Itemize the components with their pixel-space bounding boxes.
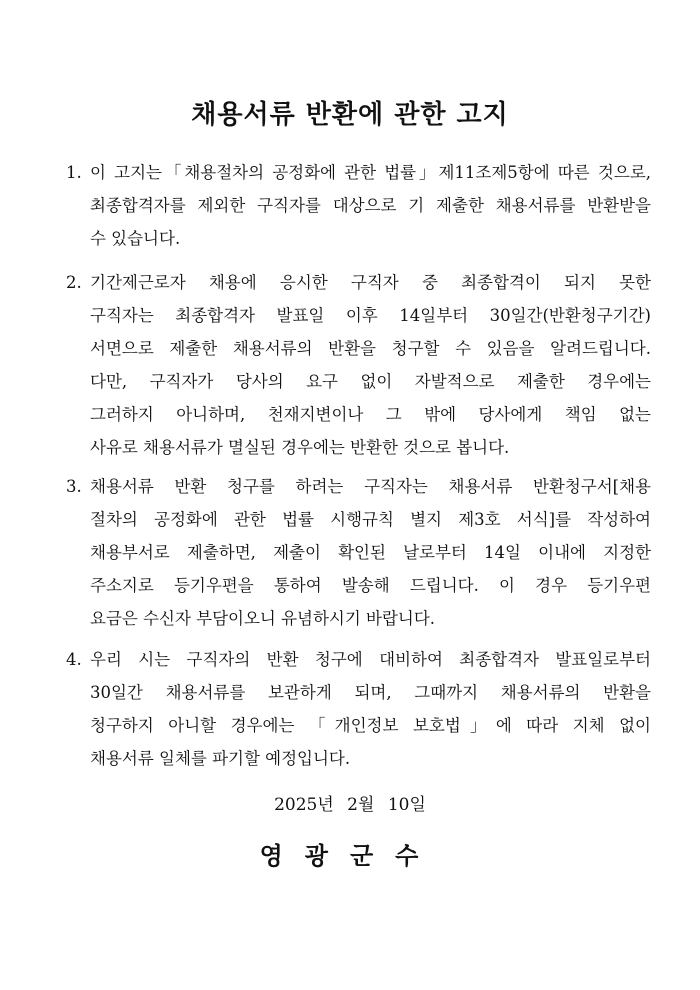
- item-number: 4.: [66, 650, 82, 669]
- item-text-line: 청구하지 아니할 경우에는 「개인정보 보호법」에 따라 지체 없이: [90, 716, 651, 735]
- item-text-line: 구직자는 최종합격자 발표일 이후 14일부터 30일간(반환청구기간): [90, 306, 651, 325]
- item-text-line: 채용서류 반환 청구를 하려는 구직자는 채용서류 반환청구서[채용: [90, 477, 651, 496]
- item-text-line: 이 고지는「채용절차의 공정화에 관한 법률」제11조제5항에 따른 것으로,: [90, 163, 651, 182]
- item-text-line: 30일간 채용서류를 보관하게 되며, 그때까지 채용서류의 반환을: [90, 683, 651, 702]
- item-text-line: 수 있습니다.: [90, 229, 181, 248]
- item-number: 1.: [66, 163, 82, 182]
- notice-item: [66, 156, 651, 255]
- item-text-line: 우리 시는 구직자의 반환 청구에 대비하여 최종합격자 발표일로부터: [90, 650, 651, 669]
- document-title: 채용서류 반환에 관한 고지: [191, 100, 509, 130]
- notice-item: [66, 266, 651, 464]
- item-text-line: 다만, 구직자가 당사의 요구 없이 자발적으로 제출한 경우에는: [90, 372, 651, 391]
- item-text-line: 요금은 수신자 부담이오니 유념하시기 바랍니다.: [90, 609, 436, 628]
- issuer-signature: 영광군수: [259, 842, 441, 870]
- item-text-line: 사유로 채용서류가 멸실된 경우에는 반환한 것으로 봅니다.: [90, 438, 510, 457]
- item-text-line: 주소지로 등기우편을 통하여 발송해 드립니다. 이 경우 등기우편: [90, 576, 651, 595]
- item-text-line: 채용부서로 제출하면, 제출이 확인된 날로부터 14일 이내에 지정한: [90, 543, 651, 562]
- item-text-line: 기간제근로자 채용에 응시한 구직자 중 최종합격이 되지 못한: [90, 273, 651, 292]
- item-text-line: 채용서류 일체를 파기할 예정입니다.: [90, 749, 351, 768]
- notice-item: [66, 643, 651, 775]
- item-text-line: 그러하지 아니하며, 천재지변이나 그 밖에 당사에게 책임 없는: [90, 405, 651, 424]
- item-text-line: 절차의 공정화에 관한 법률 시행규칙 별지 제3호 서식]를 작성하여: [90, 510, 651, 529]
- notice-item: [66, 470, 651, 635]
- issue-date: 2025년 2월 10일: [274, 795, 426, 815]
- item-number: 3.: [66, 477, 82, 496]
- item-text-line: 서면으로 제출한 채용서류의 반환을 청구할 수 있음을 알려드립니다.: [90, 339, 651, 358]
- item-text-line: 최종합격자를 제외한 구직자를 대상으로 기 제출한 채용서류를 반환받을: [90, 196, 651, 215]
- item-number: 2.: [66, 273, 82, 292]
